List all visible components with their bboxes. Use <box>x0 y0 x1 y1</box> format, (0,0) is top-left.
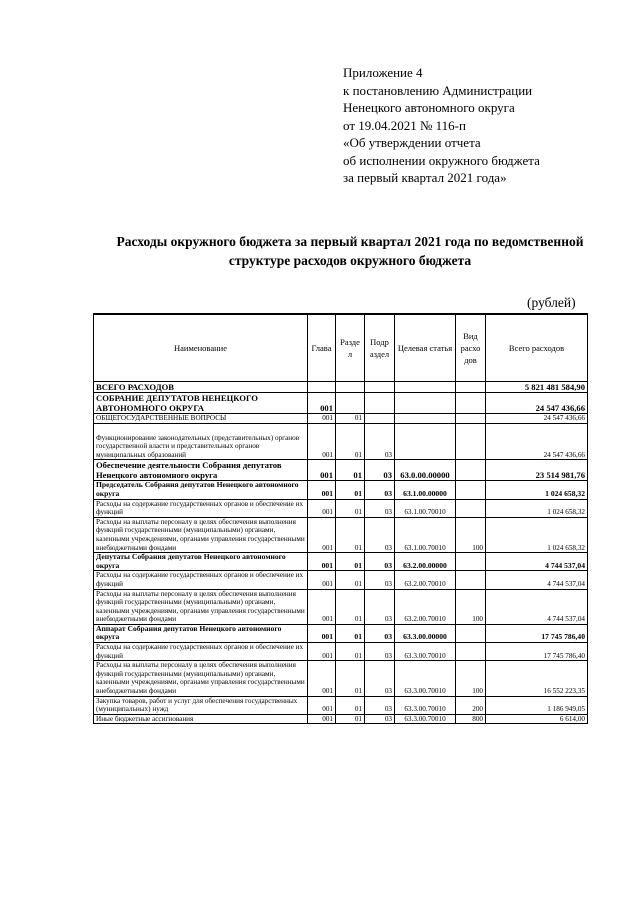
cell-total: 17 745 786,40 <box>486 624 588 642</box>
cell-vid: 800 <box>456 714 486 724</box>
annex-line: Приложение 4 <box>343 65 423 80</box>
cell-razdel <box>336 382 365 393</box>
cell-name: Расходы на выплаты персоналу в целях обеспечения выполнения функций государственными (муниципальными) органами, казенными учреждениями, органами управления государственными внебюджетными фондами <box>94 589 308 624</box>
cell-podrazdel: 03 <box>365 661 395 696</box>
annex-block <box>343 64 633 187</box>
cell-razdel: 01 <box>336 714 365 724</box>
cell-razdel: 01 <box>336 571 365 589</box>
cell-vid <box>456 553 486 571</box>
cell-podrazdel: 03 <box>365 571 395 589</box>
cell-target: 63.1.00.70010 <box>395 517 456 552</box>
header-podrazdel: Подр аздел <box>365 314 395 382</box>
table-row <box>94 393 588 414</box>
annex-line: за первый квартал 2021 года» <box>343 170 507 185</box>
cell-name: ВСЕГО РАСХОДОВ <box>94 382 308 393</box>
cell-target: 63.3.00.70010 <box>395 696 456 714</box>
cell-total: 24 547 436,66 <box>486 414 588 424</box>
cell-target <box>395 423 456 460</box>
cell-total: 24 547 436,66 <box>486 393 588 414</box>
cell-name: Функционирование законодательных (представительных) органов государственной власти и представительных органов муниципальных образований <box>94 423 308 460</box>
cell-target: 63.1.00.00000 <box>395 481 456 499</box>
cell-vid <box>456 423 486 460</box>
table-row <box>94 481 588 499</box>
cell-name: Депутаты Собрания депутатов Ненецкого автономного округа <box>94 553 308 571</box>
cell-razdel: 01 <box>336 589 365 624</box>
table-row <box>94 517 588 552</box>
cell-podrazdel: 03 <box>365 624 395 642</box>
cell-total: 6 614,00 <box>486 714 588 724</box>
table-row <box>94 382 588 393</box>
table-row <box>94 553 588 571</box>
table-row <box>94 661 588 696</box>
budget-table <box>93 313 588 724</box>
cell-target: 63.2.00.70010 <box>395 571 456 589</box>
cell-total: 1 024 658,32 <box>486 499 588 517</box>
cell-target: 63.3.00.70010 <box>395 714 456 724</box>
cell-total: 16 552 223,35 <box>486 661 588 696</box>
cell-glava: 001 <box>308 589 336 624</box>
cell-podrazdel: 03 <box>365 553 395 571</box>
cell-razdel: 01 <box>336 481 365 499</box>
cell-name: Расходы на содержание государственных органов и обеспечение их функций <box>94 571 308 589</box>
table-row <box>94 499 588 517</box>
table-row <box>94 414 588 424</box>
table-row <box>94 643 588 661</box>
cell-glava: 001 <box>308 460 336 481</box>
title-line-1: Расходы окружного бюджета за первый квартал 2021 года по ведомственной <box>116 234 584 249</box>
cell-glava: 001 <box>308 696 336 714</box>
cell-name: Иные бюджетные ассигнования <box>94 714 308 724</box>
cell-podrazdel: 03 <box>365 499 395 517</box>
table-row <box>94 571 588 589</box>
cell-podrazdel: 03 <box>365 643 395 661</box>
cell-razdel: 01 <box>336 423 365 460</box>
annex-line: Ненецкого автономного округа <box>343 100 515 115</box>
cell-podrazdel: 03 <box>365 423 395 460</box>
cell-total: 4 744 537,04 <box>486 589 588 624</box>
cell-vid <box>456 499 486 517</box>
cell-glava: 001 <box>308 714 336 724</box>
cell-total: 24 547 436,66 <box>486 423 588 460</box>
table-row <box>94 589 588 624</box>
cell-target: 63.0.00.00000 <box>395 460 456 481</box>
cell-glava: 001 <box>308 624 336 642</box>
cell-target: 63.3.00.70010 <box>395 643 456 661</box>
cell-vid <box>456 624 486 642</box>
cell-vid <box>456 382 486 393</box>
cell-razdel: 01 <box>336 696 365 714</box>
cell-target <box>395 414 456 424</box>
cell-podrazdel: 03 <box>365 696 395 714</box>
cell-vid <box>456 414 486 424</box>
cell-total: 1 186 949,05 <box>486 696 588 714</box>
cell-podrazdel: 03 <box>365 589 395 624</box>
cell-glava: 001 <box>308 423 336 460</box>
cell-glava: 001 <box>308 517 336 552</box>
cell-name: Расходы на содержание государственных органов и обеспечение их функций <box>94 499 308 517</box>
header-glava: Глава <box>308 314 336 382</box>
cell-total: 23 514 981,76 <box>486 460 588 481</box>
cell-razdel: 01 <box>336 499 365 517</box>
cell-razdel: 01 <box>336 517 365 552</box>
header-total: Всего расходов <box>486 314 588 382</box>
cell-target: 63.2.00.00000 <box>395 553 456 571</box>
cell-total: 1 024 658,32 <box>486 517 588 552</box>
cell-vid <box>456 481 486 499</box>
document-title <box>60 232 640 270</box>
cell-vid: 100 <box>456 661 486 696</box>
cell-razdel: 01 <box>336 624 365 642</box>
cell-razdel: 01 <box>336 460 365 481</box>
unit-label: (рублей) <box>527 295 576 310</box>
cell-podrazdel: 03 <box>365 481 395 499</box>
cell-total: 4 744 537,04 <box>486 571 588 589</box>
cell-razdel: 01 <box>336 414 365 424</box>
table-row <box>94 714 588 724</box>
cell-glava: 001 <box>308 499 336 517</box>
cell-podrazdel <box>365 414 395 424</box>
cell-name: СОБРАНИЕ ДЕПУТАТОВ НЕНЕЦКОГО АВТОНОМНОГО ОКРУГА <box>94 393 308 414</box>
header-razdel: Разде л <box>336 314 365 382</box>
annex-line: «Об утверждении отчета <box>343 135 481 150</box>
cell-vid <box>456 643 486 661</box>
annex-line: об исполнении окружного бюджета <box>343 152 540 168</box>
cell-target <box>395 393 456 414</box>
table-body <box>94 382 588 724</box>
cell-name: Расходы на содержание государственных органов и обеспечение их функций <box>94 643 308 661</box>
title-line-2: структуре расходов окружного бюджета <box>228 253 472 268</box>
cell-target: 63.1.00.70010 <box>395 499 456 517</box>
cell-glava: 001 <box>308 571 336 589</box>
cell-glava <box>308 382 336 393</box>
cell-glava: 001 <box>308 414 336 424</box>
cell-glava: 001 <box>308 393 336 414</box>
cell-target: 63.2.00.70010 <box>395 589 456 624</box>
cell-name: Закупка товаров, работ и услуг для обеспечения государственных (муниципальных) нужд <box>94 696 308 714</box>
annex-line: к постановлению Администрации <box>343 82 533 98</box>
cell-name: Расходы на выплаты персоналу в целях обеспечения выполнения функций государственными (муниципальными) органами, казенными учреждениями, органами управления государственными внебюджетными фондами <box>94 661 308 696</box>
cell-podrazdel: 03 <box>365 517 395 552</box>
table-row <box>94 696 588 714</box>
cell-glava: 001 <box>308 661 336 696</box>
cell-podrazdel <box>365 393 395 414</box>
cell-podrazdel <box>365 382 395 393</box>
cell-name: Председатель Собрания депутатов Ненецкого автономного округа <box>94 481 308 499</box>
cell-vid <box>456 571 486 589</box>
cell-razdel: 01 <box>336 643 365 661</box>
annex-line: от 19.04.2021 № 116-п <box>343 117 466 133</box>
header-name: Наименование <box>94 314 308 382</box>
cell-vid <box>456 393 486 414</box>
cell-total: 17 745 786,40 <box>486 643 588 661</box>
cell-total: 4 744 537,04 <box>486 553 588 571</box>
table-row <box>94 423 588 460</box>
cell-vid: 100 <box>456 589 486 624</box>
header-target: Целевая статья <box>395 314 456 382</box>
table-header-row <box>94 314 588 382</box>
cell-podrazdel: 03 <box>365 460 395 481</box>
cell-target <box>395 382 456 393</box>
table-row <box>94 624 588 642</box>
cell-total: 5 821 481 584,90 <box>486 382 588 393</box>
cell-vid: 200 <box>456 696 486 714</box>
cell-razdel <box>336 393 365 414</box>
cell-vid <box>456 460 486 481</box>
cell-target: 63.3.00.70010 <box>395 661 456 696</box>
cell-total: 1 024 658,32 <box>486 481 588 499</box>
cell-name: Обеспечение деятельности Собрания депутатов Ненецкого автономного округа <box>94 460 308 481</box>
table-row <box>94 460 588 481</box>
cell-name: Расходы на выплаты персоналу в целях обеспечения выполнения функций государственными (муниципальными) органами, казенными учреждениями, органами управления государственными внебюджетными фондами <box>94 517 308 552</box>
cell-glava: 001 <box>308 553 336 571</box>
cell-vid: 100 <box>456 517 486 552</box>
cell-name: Аппарат Собрания депутатов Ненецкого автономного округа <box>94 624 308 642</box>
header-vid: Вид расхо дов <box>456 314 486 382</box>
cell-name: ОБЩЕГОСУДАРСТВЕННЫЕ ВОПРОСЫ <box>94 414 308 424</box>
cell-razdel: 01 <box>336 553 365 571</box>
cell-target: 63.3.00.00000 <box>395 624 456 642</box>
cell-podrazdel: 03 <box>365 714 395 724</box>
cell-glava: 001 <box>308 481 336 499</box>
cell-glava: 001 <box>308 643 336 661</box>
cell-razdel: 01 <box>336 661 365 696</box>
